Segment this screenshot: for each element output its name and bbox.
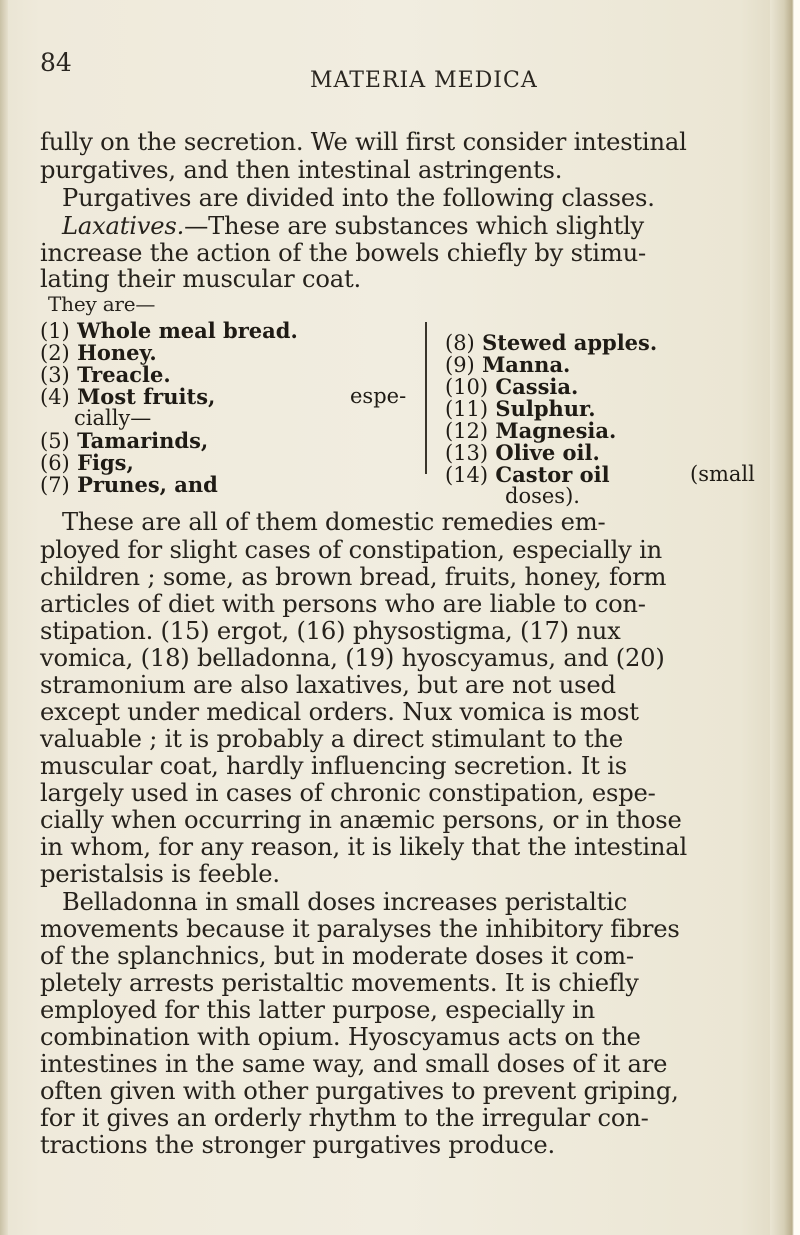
list-item: (8) Stewed apples.: [445, 330, 658, 355]
intro-line-3: Purgatives are divided into the following classes.: [62, 184, 655, 212]
body-line: intestines in the same way, and small doses of it are: [40, 1050, 668, 1078]
list-item: (7) Prunes, and: [40, 472, 218, 497]
body-line: of the splanchnics, but in moderate doses it com-: [40, 942, 634, 970]
body-line: articles of diet with persons who are liable to con-: [40, 590, 646, 618]
body-line: tractions the stronger purgatives produce.: [40, 1131, 556, 1159]
body-line: except under medical orders. Nux vomica is most: [40, 698, 639, 726]
body-line: largely used in cases of chronic constipation, espe-: [40, 779, 656, 807]
body-line: children ; some, as brown bread, fruits, honey, form: [40, 563, 667, 591]
intro-line-4-rest: —These are substances which slightly: [184, 212, 644, 240]
intro-line-1: fully on the secretion. We will first consider intestinal: [40, 128, 687, 156]
body-line: for it gives an orderly rhythm to the irregular con-: [40, 1104, 649, 1132]
list-item: cially—: [74, 406, 152, 430]
they-are-label: They are—: [48, 292, 156, 316]
laxatives-heading: Laxatives.: [62, 212, 185, 240]
body-line: in whom, for any reason, it is likely that the intestinal: [40, 833, 687, 861]
column-divider: [425, 322, 427, 474]
body-line: combination with opium. Hyoscyamus acts on the: [40, 1023, 641, 1051]
body-line: stipation. (15) ergot, (16) physostigma, (17) nux: [40, 617, 621, 645]
body-line: These are all of them domestic remedies em-: [62, 508, 606, 536]
list-item: (12) Magnesia.: [445, 418, 617, 443]
body-line: stramonium are also laxatives, but are not used: [40, 671, 616, 699]
body-line: ployed for slight cases of constipation, especially in: [40, 536, 663, 564]
list-item: (1) Whole meal bread.: [40, 318, 298, 343]
list-item: (5) Tamarinds,: [40, 428, 209, 453]
intro-line-6: lating their muscular coat.: [40, 265, 361, 293]
body-line: peristalsis is feeble.: [40, 860, 280, 888]
body-line: often given with other purgatives to prevent griping,: [40, 1077, 679, 1105]
page-left-edge: [0, 0, 8, 1235]
list-item: (11) Sulphur.: [445, 396, 596, 421]
body-line: pletely arrests peristaltic movements. It is chiefly: [40, 969, 639, 997]
list-item: (9) Manna.: [445, 352, 571, 377]
list-item: (2) Honey.: [40, 340, 157, 365]
list-item: (14) Castor oil: [445, 462, 610, 487]
body-line: cially when occurring in anæmic persons, or in those: [40, 806, 682, 834]
list-item-continuation: (small: [690, 462, 755, 486]
intro-line-2: purgatives, and then intestinal astringents.: [40, 156, 563, 184]
intro-line-4: [62, 212, 644, 240]
list-item: (13) Olive oil.: [445, 440, 600, 465]
body-line: employed for this latter purpose, especially in: [40, 996, 595, 1024]
body-line: muscular coat, hardly influencing secretion. It is: [40, 752, 627, 780]
intro-line-5: increase the action of the bowels chiefly by stimu-: [40, 239, 646, 267]
body-line: movements because it paralyses the inhibitory fibres: [40, 915, 680, 943]
page-right-edge: [770, 0, 800, 1235]
body-line: vomica, (18) belladonna, (19) hyoscyamus, and (20): [40, 644, 665, 672]
list-item: doses).: [505, 484, 580, 508]
body-line: Belladonna in small doses increases peristaltic: [62, 888, 628, 916]
page-number: 84: [40, 48, 72, 77]
list-item: (10) Cassia.: [445, 374, 579, 399]
list-item: (3) Treacle.: [40, 362, 171, 387]
body-line: valuable ; it is probably a direct stimulant to the: [40, 725, 624, 753]
list-item: (4) Most fruits,: [40, 384, 216, 409]
running-head: MATERIA MEDICA: [310, 68, 538, 93]
list-item-continuation: espe-: [350, 384, 407, 408]
list-item: (6) Figs,: [40, 450, 134, 475]
